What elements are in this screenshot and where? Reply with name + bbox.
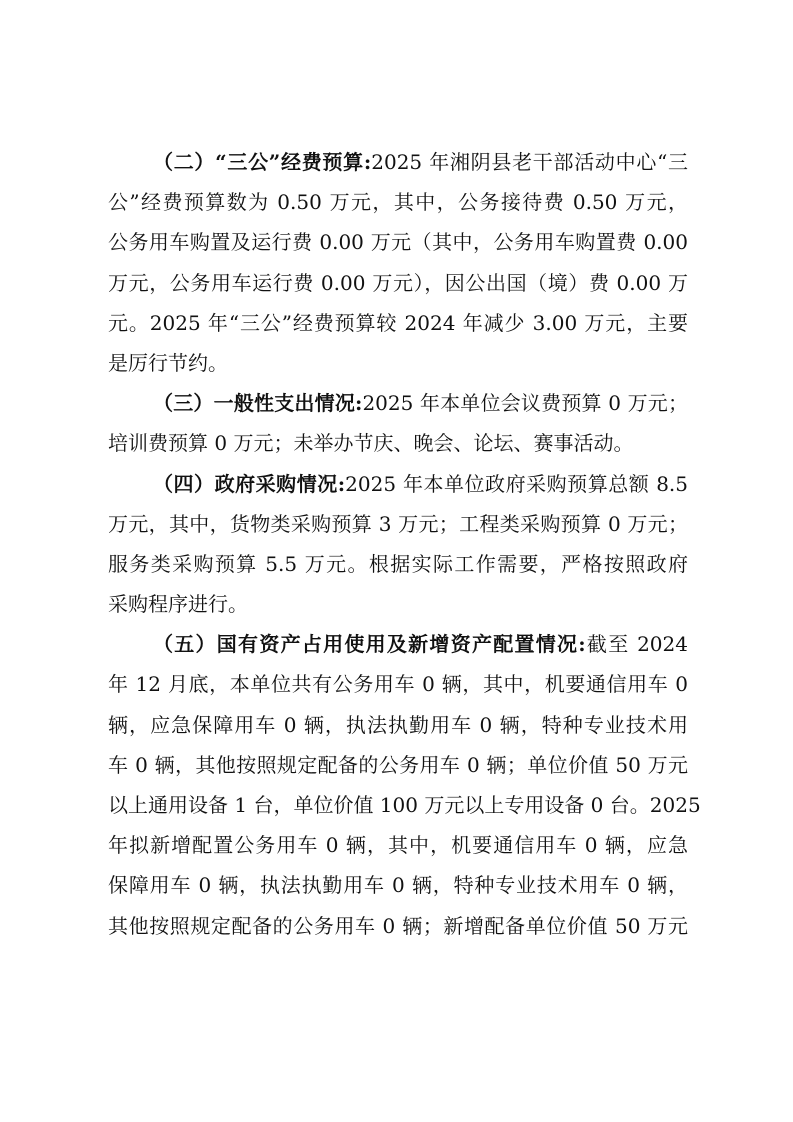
section-heading: （五）国有资产占用使用及新增资产配置情况: — [153, 632, 586, 657]
paragraph-line: 服务类采购预算 5.5 万元。根据实际工作需要，严格按照政府 — [108, 551, 688, 576]
paragraph-line: 元。2025 年“三公”经费预算较 2024 年减少 3.00 万元，主要 — [108, 310, 688, 335]
paragraph-line: 是厉行节约。 — [108, 350, 228, 375]
paragraph-text: 2025 年湘阴县老干部活动中心“三 — [371, 150, 689, 174]
paragraph-line: 培训费预算 0 万元；未举办节庆、晚会、论坛、赛事活动。 — [108, 431, 634, 456]
section-government-procurement — [108, 464, 688, 625]
paragraph-line: 其他按照规定配备的公务用车 0 辆；新增配备单位价值 50 万元 — [108, 913, 688, 938]
paragraph-line — [108, 624, 688, 664]
paragraph-line: 公”经费预算数为 0.50 万元，其中，公务接待费 0.50 万元， — [108, 190, 688, 215]
paragraph-text: 截至 2024 — [585, 632, 688, 657]
paragraph-line — [108, 383, 688, 423]
paragraph-line: 万元，公务用车运行费 0.00 万元），因公出国（境）费 0.00 万 — [108, 270, 688, 295]
section-general-expenditure — [108, 383, 688, 463]
paragraph-line: 保障用车 0 辆，执法执勤用车 0 辆，特种专业技术用车 0 辆， — [108, 873, 688, 898]
section-heading: （四）政府采购情况: — [153, 471, 346, 496]
paragraph-text: 2025 年本单位政府采购预算总额 8.5 — [345, 471, 688, 496]
section-heading: （三）一般性支出情况: — [153, 391, 363, 416]
paragraph-line: 年拟新增配置公务用车 0 辆，其中，机要通信用车 0 辆，应急 — [108, 833, 688, 858]
paragraph-line: 辆，应急保障用车 0 辆，执法执勤用车 0 辆，特种专业技术用 — [108, 712, 688, 737]
paragraph-text: 2025 年本单位会议费预算 0 万元； — [362, 391, 688, 416]
paragraph-line: 公务用车购置及运行费 0.00 万元（其中，公务用车购置费 0.00 — [108, 230, 688, 255]
paragraph-line: 年 12 月底，本单位共有公务用车 0 辆，其中，机要通信用车 0 — [108, 672, 688, 697]
document-body — [108, 142, 701, 946]
paragraph-line — [108, 464, 688, 504]
section-state-assets — [108, 624, 701, 946]
section-three-public-budget — [108, 142, 688, 383]
section-heading: （二）“三公”经费预算: — [153, 150, 372, 174]
paragraph-line: 采购程序进行。 — [108, 592, 248, 617]
paragraph-line — [108, 142, 688, 182]
paragraph-line: 车 0 辆，其他按照规定配备的公务用车 0 辆；单位价值 50 万元 — [108, 752, 688, 777]
paragraph-line: 万元，其中，货物类采购预算 3 万元；工程类采购预算 0 万元； — [108, 511, 688, 536]
paragraph-line: 以上通用设备 1 台，单位价值 100 万元以上专用设备 0 台。2025 — [108, 793, 701, 817]
